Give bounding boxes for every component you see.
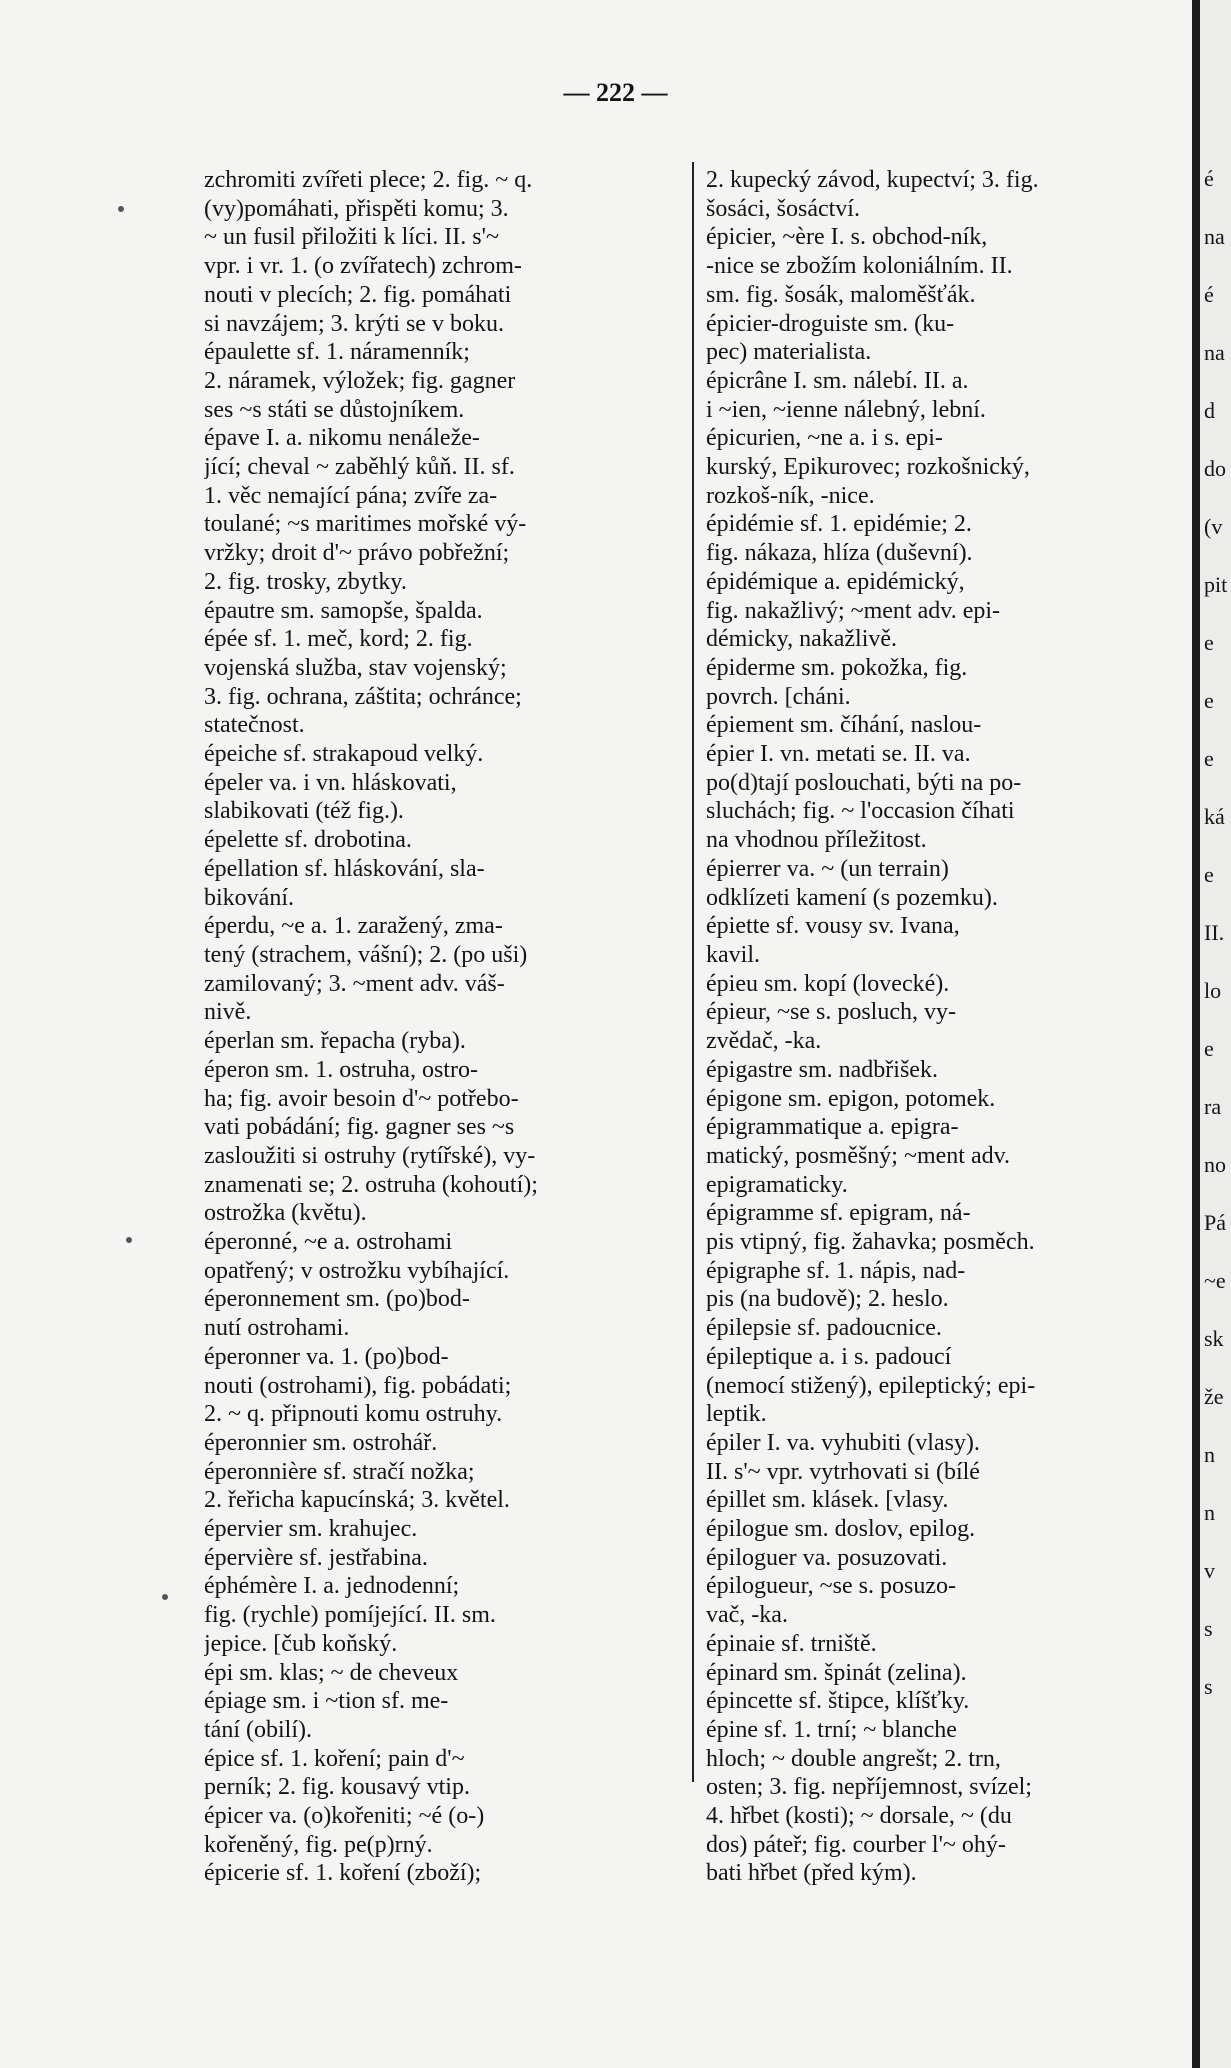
- dictionary-line: si navzájem; 3. krýti se v boku.: [204, 310, 504, 337]
- dictionary-line: épilepsie sf. padoucnice.: [706, 1315, 942, 1342]
- dictionary-line: 2. kupecký závod, kupectví; 3. fig.: [706, 167, 1039, 193]
- dictionary-line: épieur, ~se s. posluch, vy-: [706, 999, 956, 1026]
- dictionary-line: opatřený; v ostrožku vybíhající.: [204, 1257, 510, 1284]
- facing-page-fragment: na: [1204, 224, 1225, 249]
- dictionary-line: épervier sm. krahujec.: [204, 1516, 418, 1543]
- column-divider: [692, 162, 694, 1782]
- dictionary-line: bati hřbet (před kým).: [706, 1860, 917, 1887]
- dictionary-line: fig. nakažlivý; ~ment adv. epi-: [706, 597, 1000, 624]
- facing-page-fragment: do: [1204, 456, 1226, 481]
- facing-page-fragment: (v: [1204, 514, 1223, 539]
- dictionary-line: tání (obilí).: [204, 1716, 312, 1743]
- dictionary-line: slabikovati (též fig.).: [204, 798, 404, 825]
- dictionary-line: épillet sm. klásek. [vlasy.: [706, 1487, 949, 1514]
- dictionary-line: épellation sf. hláskování, sla-: [204, 855, 485, 882]
- facing-page-fragment: ká: [1204, 804, 1225, 829]
- dictionary-line: épeiche sf. strakapoud velký.: [204, 741, 484, 768]
- dictionary-line: nouti v plecích; 2. fig. pomáhati: [204, 281, 512, 308]
- dictionary-line: épave I. a. nikomu nenáleže-: [204, 425, 480, 452]
- dictionary-line: 2. řeřicha kapucínská; 3. květel.: [204, 1487, 510, 1514]
- dictionary-line: na vhodnou příležitost.: [706, 827, 927, 854]
- facing-page-fragment: é: [1204, 166, 1214, 191]
- dictionary-line: pis (na budově); 2. heslo.: [706, 1286, 949, 1313]
- facing-page-fragment: n: [1204, 1500, 1215, 1525]
- dictionary-line: éperdu, ~e a. 1. zaražený, zma-: [204, 913, 503, 940]
- dictionary-line: épigramme sf. epigram, ná-: [706, 1200, 971, 1227]
- dictionary-line: ses ~s státi se důstojníkem.: [204, 396, 465, 423]
- dictionary-line: kurský, Epikurovec; rozkošnický,: [706, 454, 1030, 481]
- dictionary-line: éperonnement sm. (po)bod-: [204, 1286, 470, 1313]
- facing-page-fragment: lo: [1204, 978, 1222, 1003]
- dictionary-line: odklízeti kamení (s pozemku).: [706, 884, 998, 911]
- right-column: [706, 166, 1156, 1888]
- facing-page-fragment: n: [1204, 1442, 1215, 1467]
- dictionary-line: matický, posměšný; ~ment adv.: [706, 1142, 1011, 1169]
- dictionary-line: jepice. [čub koňský.: [204, 1630, 398, 1657]
- dictionary-line: zasloužiti si ostruhy (rytířské), vy-: [204, 1142, 536, 1169]
- dictionary-line: épicrâne I. sm. nálebí. II. a.: [706, 367, 969, 394]
- dictionary-line: 2. náramek, výložek; fig. gagner: [204, 367, 516, 394]
- dictionary-line: éperlan sm. řepacha (ryba).: [204, 1028, 466, 1055]
- dictionary-line: épigrammatique a. epigra-: [706, 1114, 959, 1141]
- dictionary-line: vpr. i vr. 1. (o zvířatech) zchrom-: [204, 253, 522, 280]
- dictionary-line: osten; 3. fig. nepříjemnost, svízel;: [706, 1774, 1032, 1801]
- facing-page-fragment: ra: [1204, 1094, 1222, 1119]
- dictionary-line: épi sm. klas; ~ de cheveux: [204, 1659, 459, 1686]
- dictionary-line: toulané; ~s maritimes mořské vý-: [204, 511, 527, 538]
- dictionary-line: éperonnière sf. stračí nožka;: [204, 1458, 475, 1485]
- dictionary-line: ostrožka (květu).: [204, 1200, 367, 1227]
- facing-page-fragment: pit: [1204, 572, 1228, 597]
- dictionary-line: éperonner va. 1. (po)bod-: [204, 1343, 449, 1370]
- dictionary-line: épileptique a. i s. padoucí: [706, 1343, 952, 1370]
- dictionary-line: épicurien, ~ne a. i s. epi-: [706, 425, 943, 452]
- dictionary-line: épice sf. 1. koření; pain d'~: [204, 1745, 465, 1772]
- dictionary-line: šosáci, šosáctví.: [706, 195, 860, 222]
- dictionary-line: épiler I. va. vyhubiti (vlasy).: [706, 1429, 980, 1456]
- dictionary-line: épicier-droguiste sm. (ku-: [706, 310, 955, 337]
- dictionary-line: zchromiti zvířeti plece; 2. fig. ~ q.: [204, 167, 533, 193]
- dictionary-line: dos) páteř; fig. courber l'~ ohý-: [706, 1831, 1006, 1858]
- dictionary-line: epigramaticky.: [706, 1171, 848, 1198]
- facing-page-fragment: é: [1204, 282, 1214, 307]
- dictionary-line: épelette sf. drobotina.: [204, 827, 412, 854]
- dictionary-line: kořeněný, fig. pe(p)rný.: [204, 1831, 433, 1858]
- dictionary-line: épine sf. 1. trní; ~ blanche: [706, 1716, 957, 1743]
- dictionary-line: perník; 2. fig. kousavý vtip.: [204, 1774, 470, 1801]
- dictionary-line: tený (strachem, vášní); 2. (po uši): [204, 941, 528, 968]
- dictionary-line: jící; cheval ~ zaběhlý kůň. II. sf.: [204, 454, 515, 481]
- dictionary-line: fig. nákaza, hlíza (duševní).: [706, 540, 973, 567]
- page-number: — 222 —: [563, 78, 668, 107]
- dictionary-line: fig. (rychle) pomíjející. II. sm.: [204, 1602, 496, 1629]
- facing-page-fragment: e: [1204, 630, 1214, 655]
- facing-page-fragment: ~e: [1204, 1268, 1226, 1293]
- dictionary-line: zamilovaný; 3. ~ment adv. váš-: [204, 970, 505, 997]
- dictionary-line: kavil.: [706, 941, 760, 968]
- dictionary-line: épiloguer va. posuzovati.: [706, 1544, 948, 1571]
- dictionary-line: -nice se zbožím koloniálním. II.: [706, 253, 1013, 280]
- dictionary-line: (vy)pomáhati, přispěti komu; 3.: [204, 195, 509, 222]
- margin-speck: [118, 206, 124, 212]
- dictionary-line: épierrer va. ~ (un terrain): [706, 855, 949, 882]
- dictionary-line: bikování.: [204, 884, 294, 911]
- facing-page-fragment: d: [1204, 398, 1215, 423]
- dictionary-line: épinard sm. špinát (zelina).: [706, 1659, 967, 1686]
- margin-speck: [126, 1237, 132, 1243]
- dictionary-line: 3. fig. ochrana, záštita; ochránce;: [204, 683, 522, 710]
- dictionary-line: épiement sm. číhání, naslou-: [706, 712, 982, 739]
- dictionary-line: démicky, nakažlivě.: [706, 626, 898, 653]
- dictionary-line: épier I. vn. metati se. II. va.: [706, 741, 971, 768]
- dictionary-line: épincette sf. štipce, klíšťky.: [706, 1688, 970, 1715]
- dictionary-line: épeler va. i vn. hláskovati,: [204, 769, 457, 796]
- dictionary-line: épicer va. (o)kořeniti; ~é (o-): [204, 1803, 485, 1830]
- dictionary-line: II. s'~ vpr. vytrhovati si (bílé: [706, 1458, 980, 1485]
- dictionary-line: épilogue sm. doslov, epilog.: [706, 1516, 976, 1543]
- dictionary-line: ~ un fusil přiložiti k líci. II. s'~: [204, 224, 499, 251]
- dictionary-line: vojenská služba, stav vojenský;: [204, 654, 507, 681]
- dictionary-line: vati pobádání; fig. gagner ses ~s: [204, 1114, 515, 1141]
- dictionary-line: épiette sf. vousy sv. Ivana,: [706, 913, 960, 940]
- dictionary-line: pis vtipný, fig. žahavka; posměch.: [706, 1229, 1035, 1256]
- dictionary-line: épinaie sf. trniště.: [706, 1630, 877, 1657]
- dictionary-line: zvědač, -ka.: [706, 1028, 822, 1055]
- dictionary-line: éperonnier sm. ostrohář.: [204, 1429, 438, 1456]
- dictionary-line: vač, -ka.: [706, 1602, 788, 1629]
- facing-page-fragment: na: [1204, 340, 1225, 365]
- dictionary-line: sm. fig. šosák, maloměšťák.: [706, 281, 976, 308]
- dictionary-line: povrch. [cháni.: [706, 683, 851, 710]
- dictionary-line: (nemocí stižený), epileptický; epi-: [706, 1372, 1036, 1399]
- dictionary-line: épidémie sf. 1. epidémie; 2.: [706, 511, 972, 538]
- dictionary-line: nutí ostrohami.: [204, 1315, 350, 1342]
- dictionary-line: épigraphe sf. 1. nápis, nad-: [706, 1257, 966, 1284]
- dictionary-line: épilogueur, ~se s. posuzo-: [706, 1573, 956, 1600]
- facing-page-fragment: že: [1204, 1384, 1224, 1409]
- dictionary-line: nouti (ostrohami), fig. pobádati;: [204, 1372, 512, 1399]
- dictionary-line: épaulette sf. 1. náramenník;: [204, 339, 470, 366]
- dictionary-line: épieu sm. kopí (lovecké).: [706, 970, 950, 997]
- dictionary-line: épervière sf. jestřabina.: [204, 1544, 428, 1571]
- dictionary-line: épiderme sm. pokožka, fig.: [706, 654, 968, 681]
- dictionary-line: ha; fig. avoir besoin d'~ potřebo-: [204, 1085, 519, 1112]
- facing-page-fragment: v: [1204, 1558, 1215, 1583]
- dictionary-line: po(d)tají poslouchati, býti na po-: [706, 769, 1022, 796]
- facing-page-edge: [1192, 0, 1231, 2068]
- facing-page-fragment: e: [1204, 862, 1214, 887]
- dictionary-line: épigastre sm. nadbřišek.: [706, 1056, 938, 1083]
- facing-page-fragment: s: [1204, 1674, 1213, 1699]
- dictionary-line: i ~ien, ~ienne nálebný, lební.: [706, 396, 986, 423]
- dictionary-line: éperon sm. 1. ostruha, ostro-: [204, 1056, 478, 1083]
- facing-page-fragment: e: [1204, 688, 1214, 713]
- facing-page-fragment: s: [1204, 1616, 1213, 1641]
- dictionary-line: 2. ~ q. připnouti komu ostruhy.: [204, 1401, 503, 1428]
- left-column: [204, 166, 682, 1888]
- dictionary-line: vržky; droit d'~ právo pobřežní;: [204, 540, 510, 567]
- dictionary-line: 2. fig. trosky, zbytky.: [204, 568, 407, 595]
- facing-page-fragment: II.: [1204, 920, 1225, 945]
- dictionary-line: znamenati se; 2. ostruha (kohoutí);: [204, 1171, 538, 1198]
- dictionary-line: 1. věc nemající pána; zvíře za-: [204, 482, 498, 509]
- dictionary-line: hloch; ~ double angrešt; 2. trn,: [706, 1745, 1001, 1772]
- margin-speck: [162, 1594, 168, 1600]
- dictionary-line: épicerie sf. 1. koření (zboží);: [204, 1860, 482, 1887]
- dictionary-line: rozkoš-ník, -nice.: [706, 482, 875, 509]
- dictionary-line: 4. hřbet (kosti); ~ dorsale, ~ (du: [706, 1803, 1012, 1830]
- dictionary-line: sluchách; fig. ~ l'occasion číhati: [706, 798, 1015, 825]
- dictionary-line: éphémère I. a. jednodenní;: [204, 1573, 460, 1600]
- facing-page-fragment: sk: [1204, 1326, 1224, 1351]
- dictionary-line: pec) materialista.: [706, 339, 872, 366]
- dictionary-line: épiage sm. i ~tion sf. me-: [204, 1688, 449, 1715]
- dictionary-line: épée sf. 1. meč, kord; 2. fig.: [204, 626, 473, 653]
- dictionary-line: épigone sm. epigon, potomek.: [706, 1085, 996, 1112]
- facing-page-fragment: Pá: [1204, 1210, 1226, 1235]
- dictionary-line: éperonné, ~e a. ostrohami: [204, 1229, 453, 1256]
- facing-page-fragment: e: [1204, 1036, 1214, 1061]
- dictionary-line: épidémique a. epidémický,: [706, 568, 965, 595]
- dictionary-line: statečnost.: [204, 712, 305, 739]
- dictionary-line: leptik.: [706, 1401, 767, 1428]
- dictionary-line: épicier, ~ère I. s. obchod-ník,: [706, 224, 988, 251]
- dictionary-line: nivě.: [204, 999, 252, 1026]
- dictionary-line: épautre sm. samopše, špalda.: [204, 597, 483, 624]
- facing-page-fragment: e: [1204, 746, 1214, 771]
- facing-page-fragment: no: [1204, 1152, 1226, 1177]
